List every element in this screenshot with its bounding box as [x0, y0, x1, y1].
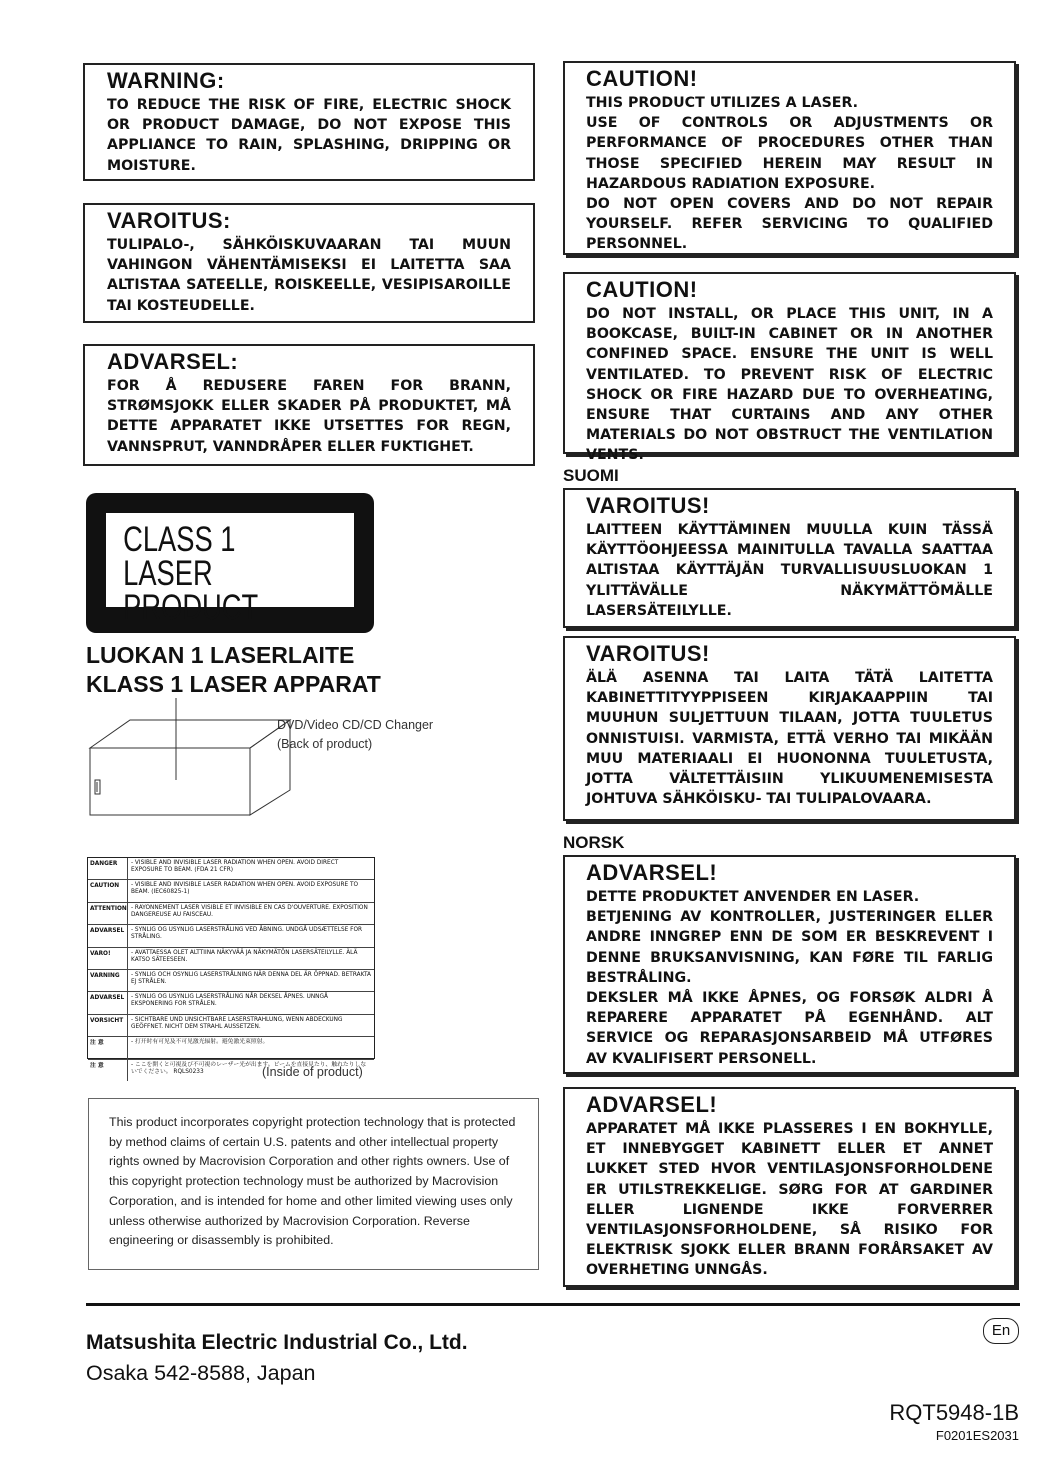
- sticker-row-label: VORSICHT: [88, 1015, 128, 1036]
- sticker-row: [88, 992, 374, 1014]
- footer-divider: [86, 1303, 1020, 1306]
- caution-body: DO NOT INSTALL, OR PLACE THIS UNIT, IN A BOOKCASE, BUILT-IN CABINET OR IN ANOTHER CONFINED SPACE. ENSURE THE UNIT IS WELL VENTILATED. TO PREVENT RISK OF ELECTRIC SHOCK OR FIRE HAZARD DUE TO OVERHEATING, ENSURE THAT CURTAINS AND ANY OTHER MATERIALS DO NOT OBSTRUCT THE VENTILATION VENTS.: [586, 306, 993, 464]
- company-address: Osaka 542-8588, Japan: [86, 1361, 316, 1385]
- laser-heading-swedish: KLASS 1 LASER APPARAT: [86, 671, 381, 697]
- sticker-row-label: ATTENTION: [88, 903, 128, 924]
- device-drawing: [86, 690, 456, 830]
- caution-body: THIS PRODUCT UTILIZES A LASER. USE OF CONTROLS OR ADJUSTMENTS OR PERFORMANCE OF PROCEDURES OTHER THAN THOSE SPECIFIED HEREIN MAY RESULT IN HAZARDOUS RADIATION EXPOSURE. DO NOT OPEN COVERS AND DO NOT REPAIR YOURSELF. REFER SERVICING TO QUALIFIED PERSONNEL.: [586, 95, 993, 253]
- sticker-row-text: - VISIBLE AND INVISIBLE LASER RADIATION WHEN OPEN. AVOID EXPOSURE TO BEAM. (IEC60825-1): [131, 882, 359, 896]
- warning-box-finnish: [83, 203, 535, 323]
- sticker-row-text: - SYNLIG OG USYNLIG LASERSTRÅLING NÅR DEKSEL ÅPNES. UNNGÅ EKSPONERING FOR STRÅLEN.: [131, 994, 328, 1008]
- advarsel-title: ADVARSEL!: [586, 1092, 718, 1117]
- caution-title: CAUTION!: [586, 66, 698, 91]
- varoitus-title: VAROITUS!: [586, 493, 710, 518]
- sticker-row-label: 注 意: [88, 1037, 128, 1058]
- sticker-row-text: - ここを開くと可視及び不可視のレーザー光が出ます。ビームを直接見たり、触れたりしないでください。 RQLS0233: [131, 1061, 367, 1075]
- caution-title: CAUTION!: [586, 277, 698, 302]
- device-caption-line2: (Back of product): [277, 737, 373, 751]
- sticker-row-label: ADVARSEL: [88, 992, 128, 1013]
- varoitus-body: LAITTEEN KÄYTTÄMINEN MUULLA KUIN TÄSSÄ KÄYTTÖOHJEESSA MAINITULLA TAVALLA SAATTAA ALTISTAA KÄYTTÄJÄN TURVALLISUUSLUOKAN 1 YLITTÄVÄLLE NÄKYMÄTTÖMÄLLE LASERSÄTEILYLLE.: [586, 522, 993, 619]
- caution-box-ventilation: [563, 272, 1016, 464]
- print-code: F0201ES2031: [935, 1428, 1019, 1443]
- advarsel-body: DETTE PRODUKTET ANVENDER EN LASER. BETJENING AV KONTROLLER, JUSTERINGER ELLER ANDRE INNGREP ENN DE SOM ER BESKREVENT I DENNE BRUKSANVISNING, KAN FØRE TIL FARLIG BESTRÅLING. DEKSLER MÅ IKKE ÅPNES, OG FORSØK ALDRI Å REPARERE APPARATET PÅ EGENHÅND. ALT SERVICE OG REPARASJONSARBEID MÅ UTFØRES AV KVALIFISERT PERSONELL.: [586, 889, 993, 1067]
- advarsel-box-laser: [563, 855, 1016, 1074]
- sticker-row-text: - VISIBLE AND INVISIBLE LASER RADIATION WHEN OPEN. AVOID DIRECT EXPOSURE TO BEAM. (FDA 21 CFR): [131, 860, 339, 873]
- sticker-row-text: - SYNLIG OG USYNLIG LASERSTRÅLING VED ÅBNING. UNDGÅ UDSÆTTELSE FOR STRÅLING.: [131, 927, 363, 941]
- varoitus-box-ventilation: [563, 636, 1016, 821]
- warning-body: FOR Å REDUSERE FAREN FOR BRANN, STRØMSJOKK ELLER SKADER PÅ PRODUKTET, MÅ DETTE APPARATET IKKE UTSETTES FOR REGN, VANNSPRUT, VANNDRÅPER ELLER FUKTIGHET.: [107, 378, 511, 455]
- sticker-row-text: - SICHTBARE UND UNSICHTBARE LASERSTRAHLUNG, WENN ABDECKUNG GEÖFFNET. NICHT DEM STRAHL AUSSETZEN.: [131, 1016, 343, 1030]
- varoitus-box-laser: [563, 488, 1016, 628]
- model-code: RQT5948-1B: [889, 1400, 1019, 1425]
- macrovision-notice: This product incorporates copyright protection technology that is protected by method claims of certain U.S. patents and other intellectual property rights owned by Macrovision Corporation and other rights owners. Use of this copyright protection technology must be authorized by Macrovision Corporation, and is intended for home and other limited viewing uses only unless otherwise authorized by Macrovision Corporation. Reverse engineering or disassembly is prohibited.: [88, 1098, 539, 1270]
- warning-box-english: [83, 63, 535, 181]
- device-caption: [277, 716, 433, 754]
- sticker-row-text: - SYNLIG OCH OSYNLIG LASERSTRÅLNING NÄR DENNA DEL ÄR ÖPPNAD. BETRAKTA EJ STRÅLEN.: [131, 971, 371, 985]
- warning-title: ADVARSEL:: [107, 349, 239, 374]
- warning-title: VAROITUS:: [107, 208, 231, 233]
- sticker-row: [88, 948, 374, 970]
- laser-label-text: [106, 513, 352, 627]
- varoitus-body: ÄLÄ ASENNA TAI LAITA TÄTÄ LAITETTA KABINETTITYYPPISEEN KIRJAKAAPPIIN TAI MUUHUN SULJETTUUN TILAAN, JOTTA TUULETUS ONNISTUISI. VARMISTA, ETTÄ VERHO TAI MIKÄÄN MUU MATERIAALI EI HUONONNA TUULETUSTA, JOTTA VÄLTETTÄISIIN YLIKUUMENEMISESTA JOHTUVA SÄHKÖISKU- TAI TULIPALOVAARA.: [586, 670, 993, 808]
- sticker-row-text: - 打开时有可见及不可见激光辐射。避免激光束照射。: [131, 1039, 269, 1046]
- warning-title: WARNING:: [107, 68, 225, 93]
- language-badge: [983, 1318, 1019, 1344]
- sticker-row: [88, 1037, 374, 1059]
- sticker-row-label: VARNING: [88, 970, 128, 991]
- sticker-row: [88, 970, 374, 992]
- warning-box-norwegian: [83, 344, 535, 466]
- section-label-suomi: SUOMI: [563, 466, 619, 485]
- company-name: Matsushita Electric Industrial Co., Ltd.: [86, 1331, 468, 1354]
- sticker-row: [88, 858, 374, 880]
- sticker-row-label: VARO!: [88, 948, 128, 969]
- sticker-row: [88, 925, 374, 947]
- varoitus-title: VAROITUS!: [586, 641, 710, 666]
- section-label-norsk: NORSK: [563, 833, 625, 852]
- sticker-row: [88, 1015, 374, 1037]
- advarsel-box-ventilation: [563, 1087, 1016, 1287]
- class1-laser-label: [86, 493, 374, 633]
- device-caption-line1: DVD/Video CD/CD Changer: [277, 718, 434, 732]
- caution-box-laser: [563, 61, 1016, 255]
- laser-heading-finnish: LUOKAN 1 LASERLAITE: [86, 642, 355, 668]
- advarsel-title: ADVARSEL!: [586, 860, 718, 885]
- sticker-row-text: - RAYONNEMENT LASER VISIBLE ET INVISIBLE EN CAS D'OUVERTURE. EXPOSITION DANGEREUSE AU FAISCEAU.: [131, 904, 368, 918]
- laser-label-line2: LASER PRODUCT: [123, 554, 259, 627]
- language-badge-text: En: [991, 1322, 1011, 1339]
- warning-body: TO REDUCE THE RISK OF FIRE, ELECTRIC SHOCK OR PRODUCT DAMAGE, DO NOT EXPOSE THIS APPLIANCE TO RAIN, SPLASHING, DRIPPING OR MOISTURE.: [107, 97, 511, 174]
- sticker-row: [88, 903, 374, 925]
- sticker-row-label: DANGER: [88, 858, 128, 879]
- sticker-row: [88, 880, 374, 902]
- sticker-row-label: ADVARSEL: [88, 925, 128, 946]
- sticker-row-text: - AVATTAESSA OLET ALTTIINA NÄKYVÄÄ JA NÄKYMÄTÖN LASERSÄTEILYLLE. ÄLÄ KATSO SÄTEESEEN.: [131, 949, 358, 963]
- warning-body: TULIPALO-, SÄHKÖISKUVAARAN TAI MUUN VAHINGON VÄHENTÄMISEKSI EI LAITETTA SAA ALTISTAA SATEELLE, ROISKEELLE, VESIPISAROILLE TAI KOSTEUDELLE.: [107, 237, 511, 314]
- laser-label-line1: CLASS 1: [123, 520, 236, 559]
- advarsel-body: APPARATET MÅ IKKE PLASSERES I EN BOKHYLLE, ET INNEBYGGET KABINETT ELLER ET ANNET LUKKET STED HVOR VENTILASJONSFORHOLDENE ER UTILSTREKKELIGE. SØRG FOR AT GARDINER ELLER LIGNENDE IKKE FORVERRER VENTILASJONSFORHOLDENE, SÅ RISIKO FOR ELEKTRISK SJOKK ELLER BRANN FORÅRSAKET AV OVERHETING UNNGÅS.: [586, 1121, 993, 1279]
- sticker-caption: (Inside of product): [262, 1065, 363, 1079]
- sticker-row-label: CAUTION: [88, 880, 128, 901]
- sticker-row-label: 注 意: [88, 1060, 128, 1081]
